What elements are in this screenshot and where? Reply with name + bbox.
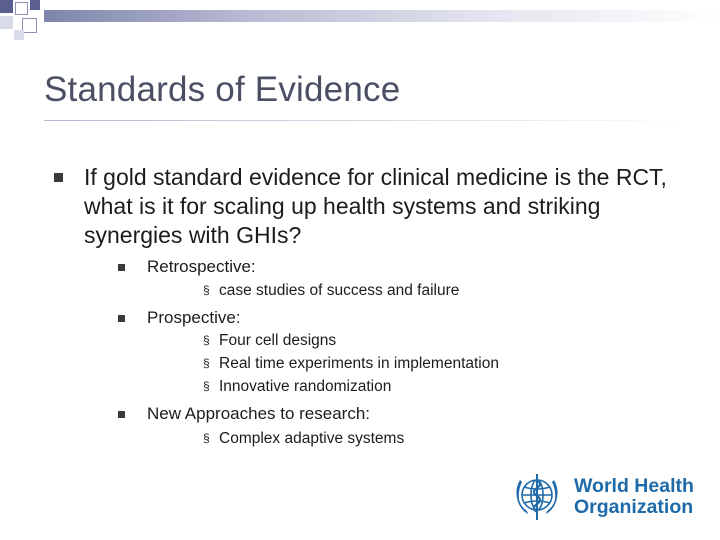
who-emblem-icon: [506, 466, 568, 528]
sub-bullet-icon: §: [203, 431, 210, 445]
sub-bullet-icon: §: [203, 283, 210, 297]
title-divider: [44, 120, 694, 121]
list-item: case studies of success and failure: [219, 282, 460, 299]
list-item: Innovative randomization: [219, 378, 392, 395]
bullet-icon: [118, 315, 125, 322]
bullet-icon: [118, 264, 125, 271]
main-bullet-text: If gold standard evidence for clinical medicine is the RCT, what is it for scaling up health systems and striking synergies with GHIs?: [84, 164, 667, 248]
who-logo-text: [574, 476, 694, 518]
bullet-icon: [54, 173, 63, 182]
decor-square: [15, 2, 28, 15]
sub-bullet-icon: §: [203, 379, 210, 393]
list-item: Real time experiments in implementation: [219, 355, 499, 372]
section-label-prospective: Prospective:: [147, 308, 241, 327]
sub-bullet-icon: §: [203, 356, 210, 370]
slide-title: Standards of Evidence: [44, 70, 401, 109]
decor-square: [30, 0, 40, 10]
logo-line1: World Health: [574, 475, 694, 497]
section-label-retrospective: Retrospective:: [147, 257, 256, 276]
bullet-icon: [118, 411, 125, 418]
list-item: Four cell designs: [219, 332, 337, 349]
logo-line2: Organization: [574, 496, 694, 518]
list-item: Complex adaptive systems: [219, 430, 405, 447]
decor-square: [22, 18, 37, 33]
decor-square: [14, 30, 24, 40]
decor-square: [0, 0, 13, 13]
section-label-new-approaches: New Approaches to research:: [147, 404, 371, 423]
sub-bullet-icon: §: [203, 333, 210, 347]
decor-square: [0, 16, 13, 29]
header-bar: [44, 10, 720, 22]
